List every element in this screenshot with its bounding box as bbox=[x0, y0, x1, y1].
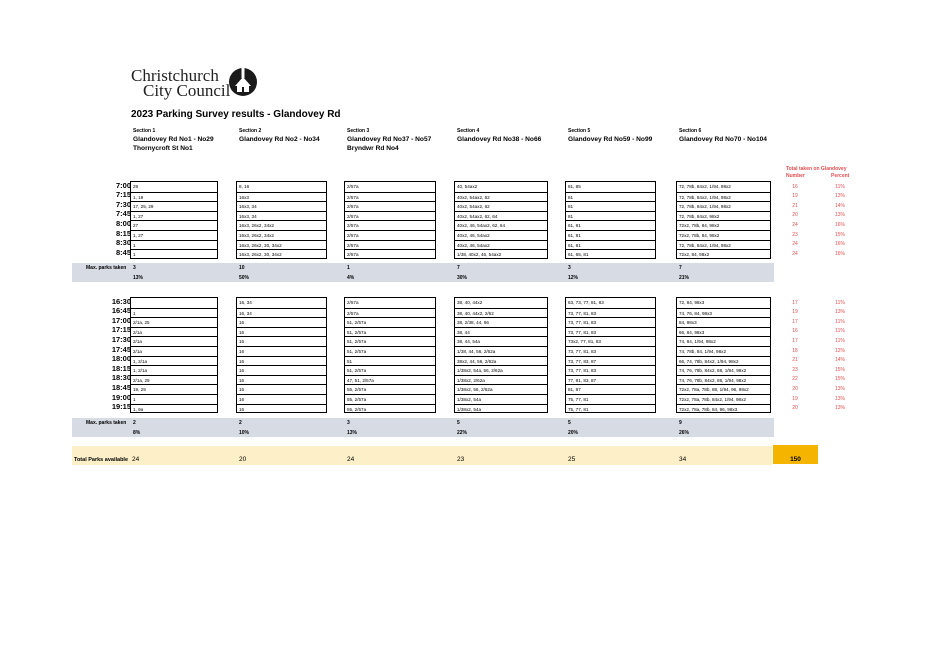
pm-cell: 2/57a bbox=[347, 300, 359, 305]
pm-cell: 77, 81, 83, 87 bbox=[566, 375, 655, 386]
am-max-percent: 30% bbox=[457, 275, 468, 281]
am-cell: 2/57a bbox=[345, 192, 435, 203]
pm-cell: 63, 73, 77, 81, 83 bbox=[568, 300, 604, 305]
am-max-band bbox=[72, 263, 774, 282]
section-name: Glandovey Rd No70 - No104 bbox=[679, 136, 767, 143]
pm-cell: 1/38x2, 2/62a bbox=[455, 375, 547, 386]
am-cell: 40x2, 54ax2, 62, 64 bbox=[455, 211, 547, 222]
pm-time-label: 18:30 bbox=[111, 373, 131, 383]
grand-total: 150 bbox=[773, 445, 818, 464]
pm-cell: 16 bbox=[237, 375, 326, 386]
am-cell: 16x3 bbox=[237, 192, 326, 203]
pm-cell: 2/1a bbox=[131, 336, 217, 347]
pm-cell: 1/38x2, 54a bbox=[455, 394, 547, 405]
pm-max-value: 5 bbox=[568, 420, 571, 426]
pm-total-number: 17 bbox=[792, 299, 798, 306]
am-section-6-box bbox=[676, 181, 771, 259]
pm-section-1-box bbox=[130, 297, 218, 413]
pm-cell: 51, 2/57a bbox=[345, 327, 435, 338]
am-time-label: 7:15 bbox=[115, 190, 131, 200]
total-parks-value: 34 bbox=[679, 456, 687, 463]
am-cell: 2/57a bbox=[347, 184, 359, 189]
section-label: Section 5 bbox=[568, 128, 591, 134]
am-cell: 2/57a bbox=[345, 240, 435, 251]
am-section-3-box bbox=[344, 181, 436, 259]
section-label: Section 1 bbox=[133, 128, 156, 134]
am-time-label: 7:30 bbox=[115, 199, 131, 209]
pm-cell: 16 bbox=[237, 317, 326, 328]
am-time-label: 8:00 bbox=[115, 218, 131, 228]
am-cell: 72x2, 78b, 84, 98x2 bbox=[677, 230, 770, 241]
pm-cell: 74, 78b, 84, 1/94, 98x2 bbox=[677, 346, 770, 357]
pm-max-percent: 22% bbox=[457, 430, 468, 436]
am-total-number: 20 bbox=[792, 212, 798, 219]
am-max-label: Max. parks taken bbox=[86, 265, 127, 271]
am-total-percent: 13% bbox=[834, 193, 845, 200]
am-cell: 1 bbox=[131, 249, 217, 260]
pm-cell: 1/38x2, 56, 2/62a bbox=[455, 384, 547, 395]
am-cell: 17, 25, 29 bbox=[131, 201, 217, 212]
am-cell: 81, 85 bbox=[568, 184, 581, 189]
totals-label: Total Parks available bbox=[74, 457, 129, 463]
pm-max-percent: 10% bbox=[239, 430, 250, 436]
pm-total-number: 16 bbox=[792, 328, 798, 335]
pm-cell: 75, 77, 81 bbox=[566, 404, 655, 415]
am-cell: 1 bbox=[131, 240, 217, 251]
pm-section-6-box bbox=[676, 297, 771, 413]
pm-time-label: 17:00 bbox=[111, 315, 131, 325]
am-cell: 61, 81 bbox=[566, 240, 655, 251]
pm-total-percent: 15% bbox=[834, 366, 845, 373]
pm-cell: 47, 51, 2/57a bbox=[345, 375, 435, 386]
pm-cell: 74, 76, 78b, 84x2, 86, 1/94, 98x2 bbox=[677, 375, 770, 386]
pm-max-value: 9 bbox=[679, 420, 682, 426]
am-cell: 16x3, 26x2, 34x2 bbox=[237, 220, 326, 231]
pm-cell: 73, 77, 83, 87 bbox=[566, 356, 655, 367]
pm-cell bbox=[131, 298, 217, 308]
am-cell: 2/57a bbox=[345, 230, 435, 241]
pm-cell: 1/38x2, 54a bbox=[455, 404, 547, 415]
am-cell: 40x2, 46, 54ax2 bbox=[455, 240, 547, 251]
am-time-label: 8:30 bbox=[115, 238, 131, 248]
section-name: Glandovey Rd No59 - No99 bbox=[568, 136, 653, 143]
am-cell: 1/38, 40x2, 46, 54ax2 bbox=[455, 249, 547, 260]
am-cell: 40x2, 54ax2, 62 bbox=[455, 201, 547, 212]
pm-cell: 19, 29 bbox=[131, 384, 217, 395]
cathedral-logo-icon bbox=[228, 66, 258, 98]
pm-cell: 16 bbox=[237, 365, 326, 376]
pm-cell: 66, 74, 78b, 84x2, 1/94, 98x2 bbox=[677, 356, 770, 367]
total-header-number: Number bbox=[786, 173, 805, 179]
pm-max-percent: 20% bbox=[568, 430, 579, 436]
am-total-percent: 11% bbox=[835, 183, 845, 190]
pm-cell: 75, 77, 81 bbox=[566, 394, 655, 405]
pm-max-percent: 8% bbox=[133, 430, 141, 436]
pm-cell: 1 bbox=[131, 394, 217, 405]
pm-max-value: 2 bbox=[239, 420, 242, 426]
am-time-label: 7:45 bbox=[115, 209, 131, 219]
pm-section-4-box bbox=[454, 297, 548, 413]
am-cell: 72x2, 84, 98x2 bbox=[677, 249, 770, 260]
pm-cell: 84, 98x3 bbox=[677, 317, 770, 328]
pm-cell: 51, 2/57a bbox=[345, 336, 435, 347]
total-parks-value: 20 bbox=[239, 456, 247, 463]
pm-total-number: 22 bbox=[792, 376, 798, 383]
pm-time-label: 18:00 bbox=[111, 354, 131, 364]
am-total-number: 24 bbox=[792, 241, 798, 248]
section-label: Section 4 bbox=[457, 128, 480, 134]
pm-cell: 73, 77, 81, 83 bbox=[566, 365, 655, 376]
pm-cell: 73, 77, 81, 83 bbox=[566, 308, 655, 319]
pm-cell: 1, 9a bbox=[131, 404, 217, 415]
pm-time-label: 16:45 bbox=[111, 306, 131, 316]
am-cell: 16x3, 26x2, 30, 34x2 bbox=[237, 249, 326, 260]
am-cell: 61, 81 bbox=[566, 220, 655, 231]
pm-cell: 66, 84, 98x3 bbox=[677, 327, 770, 338]
am-cell: 40x2, 46, 54ax2 bbox=[455, 230, 547, 241]
am-cell: 40x2, 46, 54ax2, 62, 64 bbox=[455, 220, 547, 231]
pm-cell: 55, 2/57a bbox=[345, 394, 435, 405]
pm-total-number: 18 bbox=[792, 347, 798, 354]
am-total-percent: 13% bbox=[834, 212, 845, 219]
pm-cell: 16 bbox=[237, 327, 326, 338]
pm-max-value: 3 bbox=[347, 420, 350, 426]
pm-cell: 16, 34 bbox=[239, 300, 252, 305]
am-max-percent: 12% bbox=[568, 275, 579, 281]
am-cell: 81 bbox=[566, 211, 655, 222]
am-total-percent: 16% bbox=[834, 221, 845, 228]
am-max-value: 7 bbox=[679, 265, 682, 271]
pm-cell: 1/38x2, 54a, 56, 2/62a bbox=[455, 365, 547, 376]
am-cell: 72, 78b, 84x2, 1/94, 98x2 bbox=[677, 201, 770, 212]
am-total-number: 24 bbox=[792, 221, 798, 228]
pm-cell: 72x2, 78a, 78b, 84, 96, 98x3 bbox=[677, 404, 770, 415]
pm-time-label: 19:00 bbox=[111, 392, 131, 402]
total-parks-value: 24 bbox=[347, 456, 355, 463]
am-cell: 61, 81 bbox=[566, 230, 655, 241]
am-cell: 1, 27 bbox=[131, 230, 217, 241]
am-cell: 81 bbox=[566, 192, 655, 203]
pm-cell: 38, 44 bbox=[455, 327, 547, 338]
am-total-number: 24 bbox=[792, 250, 798, 257]
pm-total-number: 17 bbox=[792, 337, 798, 344]
am-cell: 2/57a bbox=[345, 220, 435, 231]
am-cell: 16x3, 34 bbox=[237, 211, 326, 222]
logo-line2: City Council bbox=[143, 81, 231, 100]
am-cell: 2/57a bbox=[345, 249, 435, 260]
section-name: Glandovey Rd No38 - No66 bbox=[457, 136, 542, 143]
total-header-percent: Percent bbox=[831, 173, 850, 179]
pm-cell: 38, 2/38, 44, 66 bbox=[455, 317, 547, 328]
pm-total-percent: 15% bbox=[834, 376, 845, 383]
pm-total-percent: 14% bbox=[834, 357, 845, 364]
am-cell: 1, 19 bbox=[131, 192, 217, 203]
am-cell: 16x3, 26x2, 34x2 bbox=[237, 230, 326, 241]
pm-max-value: 2 bbox=[133, 420, 136, 426]
total-parks-value: 23 bbox=[457, 456, 465, 463]
pm-cell: 72, 84, 98x3 bbox=[679, 300, 705, 305]
am-cell: 2/57a bbox=[345, 201, 435, 212]
pm-cell: 38x2, 44, 56, 2/62a bbox=[455, 356, 547, 367]
pm-cell: 1 bbox=[131, 308, 217, 319]
am-time-label: 8:45 bbox=[115, 247, 131, 257]
pm-cell: 55, 2/57a bbox=[345, 384, 435, 395]
am-max-percent: 13% bbox=[133, 275, 144, 281]
pm-total-number: 17 bbox=[792, 318, 798, 325]
pm-cell: 16 bbox=[237, 336, 326, 347]
am-total-percent: 16% bbox=[834, 241, 845, 248]
pm-time-label: 17:45 bbox=[111, 344, 131, 354]
am-cell: 40x2, 54ax2, 62 bbox=[455, 192, 547, 203]
pm-max-band bbox=[72, 418, 774, 437]
section-name: Glandovey Rd No1 - No29 bbox=[133, 136, 214, 143]
am-total-number: 16 bbox=[792, 183, 798, 190]
am-section-5-box bbox=[565, 181, 656, 259]
pm-max-percent: 26% bbox=[679, 430, 690, 436]
am-cell: 81 bbox=[566, 201, 655, 212]
pm-total-number: 19 bbox=[792, 395, 798, 402]
pm-total-number: 21 bbox=[792, 357, 798, 364]
am-total-percent: 15% bbox=[834, 231, 845, 238]
pm-total-percent: 11% bbox=[835, 299, 845, 306]
pm-cell: 74, 76, 84, 98x3 bbox=[677, 308, 770, 319]
pm-section-3-box bbox=[344, 297, 436, 413]
am-cell: 61, 65, 81 bbox=[566, 249, 655, 260]
am-cell: 72, 78b, 84x2, 1/94, 98x2 bbox=[677, 240, 770, 251]
pm-section-5-box bbox=[565, 297, 656, 413]
pm-cell: 73, 77, 81, 83 bbox=[566, 346, 655, 357]
pm-time-label: 16:30 bbox=[111, 296, 131, 306]
pm-cell: 1, 2/1a bbox=[131, 356, 217, 367]
section-label: Section 2 bbox=[239, 128, 262, 134]
am-section-2-box bbox=[236, 181, 327, 259]
total-parks-value: 24 bbox=[132, 456, 140, 463]
am-total-percent: 16% bbox=[834, 250, 845, 257]
pm-time-label: 17:30 bbox=[111, 334, 131, 344]
pm-cell: 2/1a bbox=[131, 327, 217, 338]
am-max-value: 3 bbox=[133, 265, 136, 271]
pm-total-number: 23 bbox=[792, 366, 798, 373]
pm-time-label: 19:15 bbox=[111, 402, 131, 412]
am-max-value: 7 bbox=[457, 265, 460, 271]
section-name-2: Bryndwr Rd No4 bbox=[347, 145, 399, 152]
am-cell: 16x3, 34 bbox=[237, 201, 326, 212]
pm-total-percent: 13% bbox=[834, 309, 845, 316]
pm-cell: 2/1a bbox=[131, 346, 217, 357]
total-parks-value: 25 bbox=[568, 456, 576, 463]
pm-max-label: Max. parks taken bbox=[86, 420, 127, 426]
pm-cell: 16, 34 bbox=[237, 308, 326, 319]
pm-total-percent: 11% bbox=[835, 328, 845, 335]
total-header-title: Total taken on Glandovey bbox=[786, 166, 847, 172]
pm-cell: 51, 2/57a bbox=[345, 317, 435, 328]
pm-total-number: 19 bbox=[792, 309, 798, 316]
pm-cell: 38, 40, 44x2 bbox=[457, 300, 483, 305]
pm-total-percent: 13% bbox=[834, 395, 845, 402]
pm-max-percent: 13% bbox=[347, 430, 358, 436]
section-name-2: Thornycroft St No1 bbox=[133, 145, 193, 152]
am-cell: 72x2, 78b, 84, 98x2 bbox=[677, 220, 770, 231]
pm-cell: 16 bbox=[237, 384, 326, 395]
pm-max-value: 5 bbox=[457, 420, 460, 426]
section-name: Glandovey Rd No37 - No57 bbox=[347, 136, 432, 143]
pm-cell: 16 bbox=[237, 346, 326, 357]
pm-cell: 2/1a, 29 bbox=[131, 375, 217, 386]
pm-section-2-box bbox=[236, 297, 327, 413]
pm-cell: 1/38, 44, 56, 2/62a bbox=[455, 346, 547, 357]
pm-cell: 38, 44, 54a bbox=[455, 336, 547, 347]
pm-cell: 72x2, 78a, 78b, 88, 1/94, 96, 98x2 bbox=[677, 384, 770, 395]
am-cell: 16x3, 26x2, 30, 34x2 bbox=[237, 240, 326, 251]
am-time-label: 7:00 bbox=[115, 180, 131, 190]
section-label: Section 3 bbox=[347, 128, 370, 134]
section-label: Section 6 bbox=[679, 128, 702, 134]
section-name: Glandovey Rd No2 - No34 bbox=[239, 136, 320, 143]
page-title: 2023 Parking Survey results - Glandovey Rd bbox=[131, 109, 341, 120]
pm-total-percent: 11% bbox=[835, 337, 845, 344]
am-cell: 2/57a bbox=[345, 211, 435, 222]
pm-total-percent: 11% bbox=[835, 318, 845, 325]
am-cell: 8, 16 bbox=[239, 184, 250, 189]
am-section-1-box bbox=[130, 181, 218, 259]
pm-cell: 72x2, 78a, 78b, 84x2, 1/94, 98x2 bbox=[677, 394, 770, 405]
pm-cell: 74, 76, 78b, 84x2, 88, 1/94, 98x2 bbox=[677, 365, 770, 376]
am-cell: 72, 78b, 84x2, 1/94, 98x2 bbox=[677, 192, 770, 203]
pm-total-percent: 12% bbox=[834, 347, 845, 354]
am-max-value: 10 bbox=[239, 265, 245, 271]
am-max-value: 3 bbox=[568, 265, 571, 271]
pm-time-label: 18:15 bbox=[111, 363, 131, 373]
am-cell: 1, 27 bbox=[131, 211, 217, 222]
am-time-label: 8:15 bbox=[115, 228, 131, 238]
am-total-number: 23 bbox=[792, 231, 798, 238]
pm-cell: 55, 2/57a bbox=[345, 404, 435, 415]
pm-cell: 81, 87 bbox=[566, 384, 655, 395]
pm-cell: 2/57a bbox=[345, 308, 435, 319]
am-max-percent: 50% bbox=[239, 275, 250, 281]
am-cell: 40, 54ax2 bbox=[457, 184, 478, 189]
pm-cell: 38, 40, 44x2, 2/62 bbox=[455, 308, 547, 319]
pm-time-label: 17:15 bbox=[111, 325, 131, 335]
pm-cell: 1, 2/1a bbox=[131, 365, 217, 376]
pm-cell: 2/1a, 25 bbox=[131, 317, 217, 328]
pm-cell: 51, 2/57a bbox=[345, 365, 435, 376]
am-cell: 72, 78b, 84x2, 98x2 bbox=[677, 211, 770, 222]
pm-cell: 73, 77, 81, 83 bbox=[566, 317, 655, 328]
logo-line1: Christchurch bbox=[131, 66, 219, 85]
pm-total-number: 20 bbox=[792, 385, 798, 392]
pm-time-label: 18:45 bbox=[111, 382, 131, 392]
am-total-number: 19 bbox=[792, 193, 798, 200]
am-cell: 27 bbox=[131, 220, 217, 231]
am-max-value: 1 bbox=[347, 265, 350, 271]
pm-cell: 51 bbox=[345, 356, 435, 367]
am-total-number: 21 bbox=[792, 202, 798, 209]
am-cell: 72, 78b, 84x2, 1/94, 98x2 bbox=[679, 184, 731, 189]
pm-total-percent: 13% bbox=[834, 405, 845, 412]
pm-cell: 73x2, 77, 81, 83 bbox=[566, 336, 655, 347]
pm-total-number: 20 bbox=[792, 405, 798, 412]
totals-band bbox=[72, 446, 772, 465]
am-max-percent: 4% bbox=[347, 275, 355, 281]
pm-total-percent: 13% bbox=[834, 385, 845, 392]
am-total-percent: 14% bbox=[834, 202, 845, 209]
pm-cell: 74, 84, 1/94, 98x2 bbox=[677, 336, 770, 347]
pm-cell: 16 bbox=[237, 394, 326, 405]
am-max-percent: 21% bbox=[679, 275, 690, 281]
pm-cell: 51, 2/57a bbox=[345, 346, 435, 357]
pm-cell: 16 bbox=[237, 356, 326, 367]
pm-cell: 73, 77, 81, 83 bbox=[566, 327, 655, 338]
pm-cell: 16 bbox=[237, 404, 326, 415]
am-cell: 29 bbox=[133, 184, 139, 189]
am-section-4-box bbox=[454, 181, 548, 259]
